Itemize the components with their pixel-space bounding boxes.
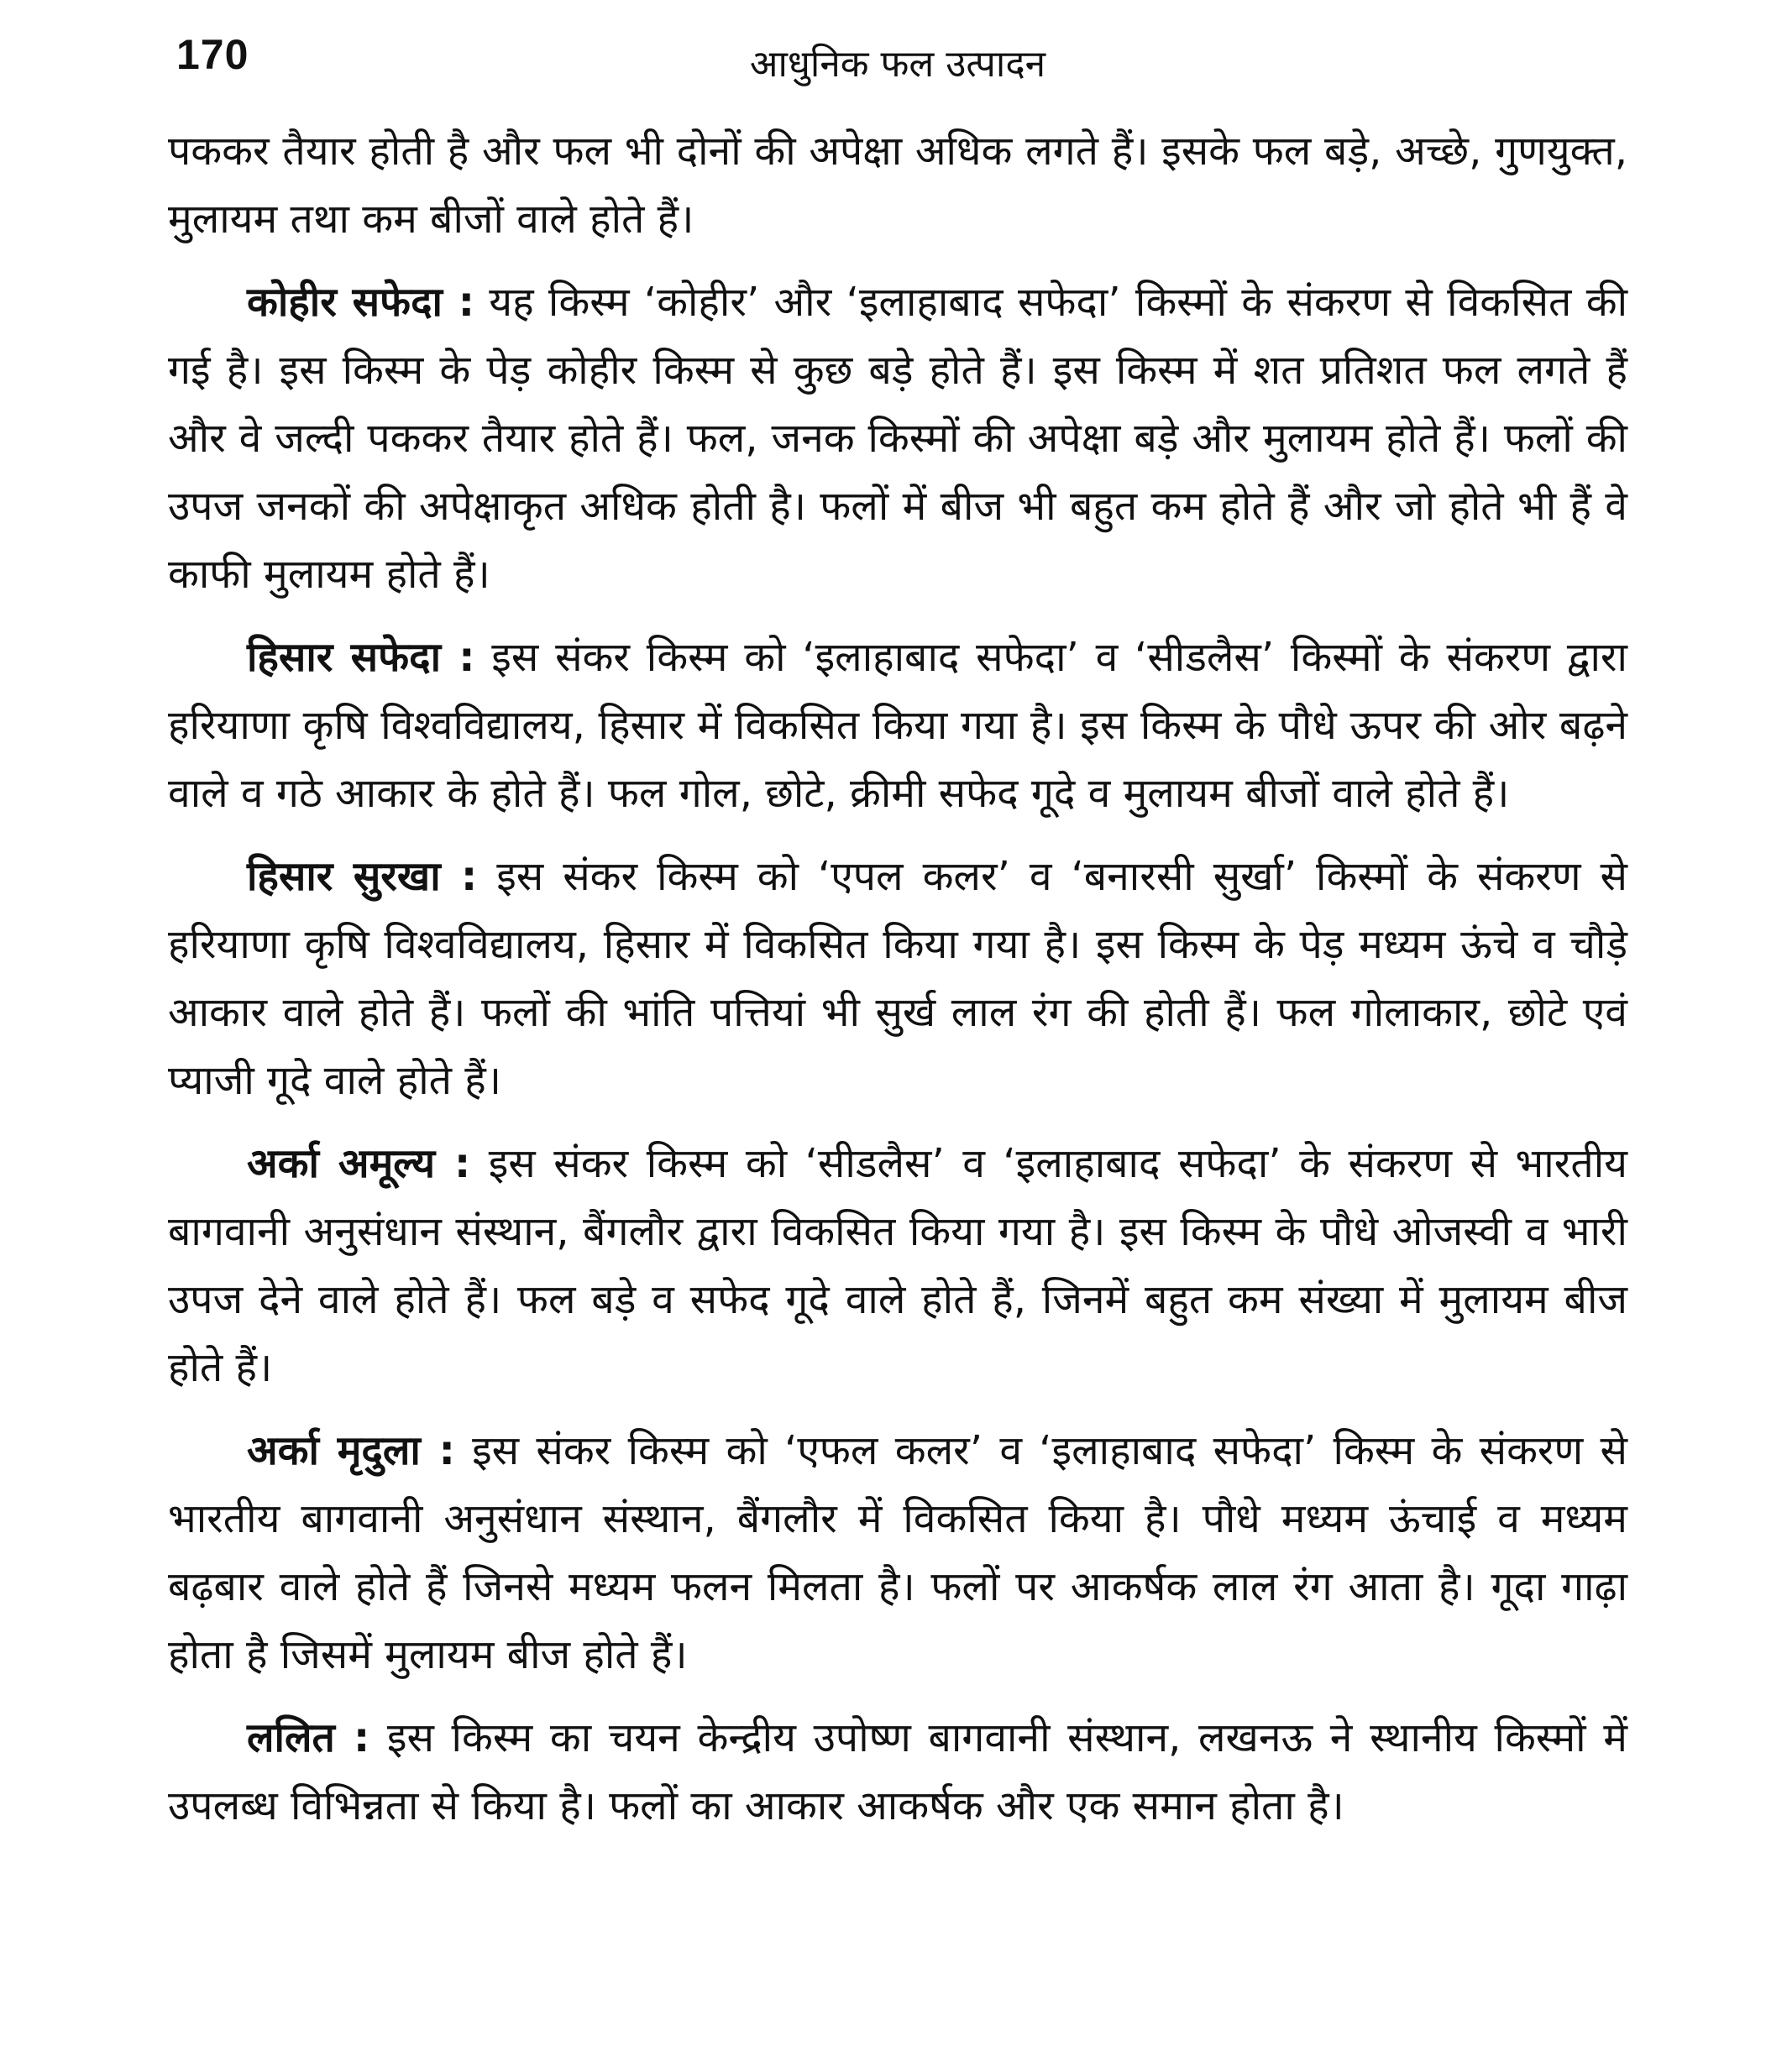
paragraph-text: इस संकर किस्म को ‘एपल कलर’ व ‘बनारसी सुर्खा’ किस्मों के संकरण से हरियाणा कृषि विश्वविद्यालय, हिसार में विकसित किया गया है। इस किस्म के पेड़ मध्यम ऊंचे व चौड़े आकार वाले होते हैं। फलों की भांति पत्तियां भी सुर्ख लाल रंग की होती हैं। फल गोलाकार, छोटे एवं प्याजी गूदे वाले होते हैं।: [168, 853, 1628, 1104]
paragraph-lalit: [168, 1704, 1627, 1840]
variety-term: हिसार सफेदा :: [247, 634, 475, 681]
page-number: 170: [176, 31, 249, 78]
paragraph-text: इस संकर किस्म को ‘इलाहाबाद सफेदा’ व ‘सीडलैस’ किस्मों के संकरण द्वारा हरियाणा कृषि विश्वविद्यालय, हिसार में विकसित किया गया है। इस किस्म के पौधे ऊपर की ओर बढ़ने वाले व गठे आकार के होते हैं। फल गोल, छोटे, क्रीमी सफेद गूदे व मुलायम बीजों वाले होते हैं।: [168, 634, 1627, 817]
paragraph-hisar-safeda: [168, 624, 1627, 828]
variety-term: अर्का अमूल्य :: [247, 1140, 471, 1187]
page-header: [168, 25, 1627, 118]
running-title: आधुनिक फल उत्पादन: [749, 43, 1046, 86]
paragraph-text: इस संकर किस्म को ‘सीडलैस’ व ‘इलाहाबाद सफेदा’ के संकरण से भारतीय बागवानी अनुसंधान संस्थान, बैंगलौर द्वारा विकसित किया गया है। इस किस्म के पौधे ओजस्वी व भारी उपज देने वाले होते हैं। फल बड़े व सफेद गूदे वाले होते हैं, जिनमें बहुत कम संख्या में मुलायम बीज होते हैं।: [168, 1140, 1627, 1391]
variety-term: अर्का मृदुला :: [247, 1427, 455, 1474]
paragraph-hisar-surkha: [168, 843, 1627, 1115]
paragraph-kohir-safeda: [168, 269, 1627, 609]
paragraph-arka-mridula: [168, 1417, 1627, 1689]
paragraph-arka-amulya: [168, 1130, 1627, 1402]
paragraph-continuation: [168, 118, 1627, 254]
paragraph-text: इस संकर किस्म को ‘एफल कलर’ व ‘इलाहाबाद सफेदा’ किस्म के संकरण से भारतीय बागवानी अनुसंधान संस्थान, बैंगलौर में विकसित किया है। पौधे मध्यम ऊंचाई व मध्यम बढ़बार वाले होते हैं जिनसे मध्यम फलन मिलता है। फलों पर आकर्षक लाल रंग आता है। गूदा गाढ़ा होता है जिसमें मुलायम बीज होते हैं।: [168, 1427, 1627, 1678]
paragraph-text: यह किस्म ‘कोहीर’ और ‘इलाहाबाद सफेदा’ किस्मों के संकरण से विकसित की गई है। इस किस्म के पेड़ कोहीर किस्म से कुछ बड़े होते हैं। इस किस्म में शत प्रतिशत फल लगते हैं और वे जल्दी पककर तैयार होते हैं। फल, जनक किस्मों की अपेक्षा बड़े और मुलायम होते हैं। फलों की उपज जनकों की अपेक्षाकृत अधिक होती है। फलों में बीज भी बहुत कम होते हैं और जो होते भी हैं वे काफी मुलायम होते हैं।: [168, 279, 1628, 598]
paragraph-text: इस किस्म का चयन केन्द्रीय उपोष्ण बागवानी संस्थान, लखनऊ ने स्थानीय किस्मों में उपलब्ध विभिन्नता से किया है। फलों का आकार आकर्षक और एक समान होता है।: [168, 1714, 1627, 1829]
page-body: [168, 118, 1627, 1840]
variety-term: कोहीर सफेदा :: [247, 279, 474, 326]
variety-term: ललित :: [247, 1714, 370, 1761]
variety-term: हिसार सुरखा :: [247, 853, 478, 900]
paragraph-text: पककर तैयार होती है और फल भी दोनों की अपेक्षा अधिक लगते हैं। इसके फल बड़े, अच्छे, गुणयुक्त, मुलायम तथा कम बीजों वाले होते हैं।: [168, 128, 1627, 243]
